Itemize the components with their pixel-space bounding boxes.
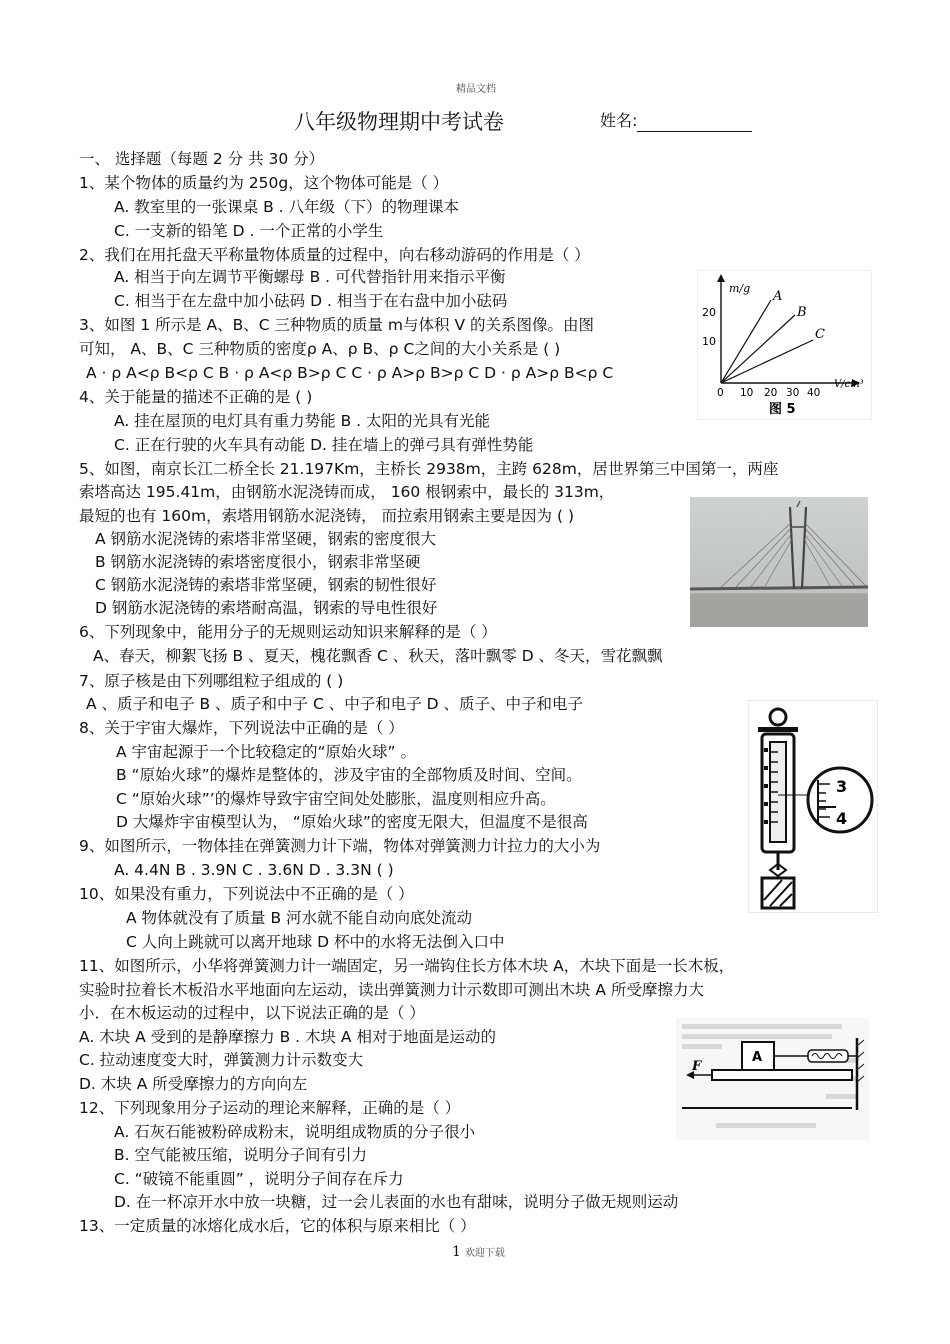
question-line: 11、如图所示，小华将弹簧测力计一端固定，另一端钩住长方体木块 A，木块下面是一长木板， bbox=[79, 957, 735, 975]
question-line: C 人向上跳就可以离开地球 D 杯中的水将无法倒入口中 bbox=[126, 933, 505, 951]
y-axis-label: m/g bbox=[729, 282, 751, 295]
question-line: 1、某个物体的质量约为 250g，这个物体可能是（ ） bbox=[79, 174, 449, 192]
question-line: 可知， A、B、C 三种物质的密度ρ A、ρ B、ρ C之间的大小关系是 ( ) bbox=[79, 340, 561, 358]
question-line: D 钢筋水泥浇铸的索塔耐高温，钢索的导电性很好 bbox=[95, 599, 438, 617]
question-line: 9、如图所示，一物体挂在弹簧测力计下端，物体对弹簧测力计拉力的大小为 bbox=[79, 837, 601, 855]
question-line: A. 挂在屋顶的电灯具有重力势能 B . 太阳的光具有光能 bbox=[114, 412, 491, 430]
page-number: 1 bbox=[452, 1244, 461, 1260]
question-line: 2、我们在用托盘天平称量物体质量的过程中，向右移动游码的作用是（ ） bbox=[79, 246, 590, 264]
question-line: C. “破镜不能重圆” ，说明分子间存在斥力 bbox=[114, 1170, 404, 1188]
question-line: C. 拉动速度变大时，弹簧测力计示数变大 bbox=[79, 1051, 364, 1069]
line-c-label: C bbox=[815, 327, 825, 342]
question-line: A 宇宙起源于一个比较稳定的“原始火球” 。 bbox=[116, 743, 417, 761]
question-line: C. 一支新的铅笔 D . 一个正常的小学生 bbox=[114, 222, 384, 240]
question-line: D. 木块 A 所受摩擦力的方向向左 bbox=[79, 1075, 308, 1093]
question-line: 小．在木板运动的过程中，以下说法正确的是（ ） bbox=[79, 1004, 425, 1022]
x-tick-30: 30 bbox=[786, 387, 800, 399]
force-label-f: F bbox=[692, 1059, 702, 1074]
question-line: C. 相当于在左盘中加小砝码 D . 相当于在右盘中加小砝码 bbox=[114, 292, 508, 310]
question-line: A 钢筋水泥浇铸的索塔非常坚硬，钢索的密度很大 bbox=[95, 530, 437, 548]
y-tick-20: 20 bbox=[702, 306, 716, 319]
section-heading: 一、 选择题（每题 2 分 共 30 分） bbox=[79, 150, 325, 168]
gauge-tick-3: 3 bbox=[836, 777, 848, 796]
x-tick-40: 40 bbox=[807, 387, 821, 399]
question-line: A、春天，柳絮飞扬 B 、夏天，槐花飘香 C 、秋天，落叶飘零 D 、冬天，雪花飘飘 bbox=[93, 647, 663, 665]
question-line: A · ρ A<ρ B<ρ C B · ρ A<ρ B>ρ C C · ρ A>ρ B>ρ C D · ρ A>ρ B<ρ C bbox=[86, 364, 614, 382]
x-tick-10: 10 bbox=[740, 387, 754, 399]
x-tick-0: 0 bbox=[717, 387, 724, 399]
question-line: 5、如图，南京长江二桥全长 21.197Km，主桥长 2938m，主跨 628m，居世界第三中国第一，两座 bbox=[79, 460, 779, 478]
page-footer bbox=[452, 1244, 505, 1260]
question-line: 7、原子核是由下列哪组粒子组成的 ( ) bbox=[79, 672, 344, 690]
question-line: C. 正在行驶的火车具有动能 D. 挂在墙上的弹弓具有弹性势能 bbox=[114, 436, 534, 454]
question-line: A 、质子和电子 B 、质子和中子 C 、中子和电子 D 、质子、中子和电子 bbox=[86, 695, 583, 713]
footer-text: 欢迎下载 bbox=[464, 1248, 505, 1259]
block-label-a: A bbox=[752, 1050, 763, 1065]
figure-caption: 图 5 bbox=[769, 402, 796, 417]
question-line: C 钢筋水泥浇铸的索塔非常坚硬，钢索的韧性很好 bbox=[95, 576, 437, 594]
question-line: 最短的也有 160m，索塔用钢筋水泥浇铸， 而拉索用钢索主要是因为 ( ) bbox=[79, 507, 574, 525]
question-line: A. 相当于向左调节平衡螺母 B . 可代替指针用来指示平衡 bbox=[114, 268, 506, 286]
x-tick-20: 20 bbox=[764, 387, 778, 399]
question-line: A 物体就没有了质量 B 河水就不能自动向底处流动 bbox=[126, 909, 473, 927]
name-label: 姓名: bbox=[600, 111, 638, 130]
mass-volume-graph bbox=[697, 270, 872, 420]
question-line: B “原始火球”的爆炸是整体的，涉及宇宙的全部物质及时间、空间。 bbox=[116, 766, 582, 784]
question-line: 6、下列现象中，能用分子的无规则运动知识来解释的是（ ） bbox=[79, 623, 497, 641]
question-line: C “原始火球”’的爆炸导致宇宙空间处处膨胀，温度则相应升高。 bbox=[116, 790, 556, 808]
y-tick-10: 10 bbox=[702, 335, 716, 348]
question-line: D. 在一杯凉开水中放一块糖，过一会儿表面的水也有甜味，说明分子做无规则运动 bbox=[114, 1193, 679, 1211]
question-line: 10、如果没有重力，下列说法中不正确的是（ ） bbox=[79, 885, 414, 903]
question-line: A. 木块 A 受到的是静摩擦力 B . 木块 A 相对于地面是运动的 bbox=[79, 1028, 496, 1046]
page-header: 精品文档 bbox=[456, 84, 496, 95]
question-line: 4、关于能量的描述不正确的是 ( ) bbox=[79, 388, 313, 406]
question-line: A. 4.4N B . 3.9N C . 3.6N D . 3.3N ( ) bbox=[114, 861, 394, 879]
question-line: 8、关于宇宙大爆炸，下列说法中正确的是（ ） bbox=[79, 719, 404, 737]
spring-scale-figure bbox=[748, 700, 878, 913]
name-field bbox=[600, 110, 752, 132]
question-line: B 钢筋水泥浇铸的索塔密度很小，钢索非常坚硬 bbox=[95, 553, 421, 571]
question-line: 索塔高达 195.41m，由钢筋水泥浇铸而成， 160 根钢索中，最长的 313m， bbox=[79, 483, 615, 501]
line-a-label: A bbox=[773, 289, 783, 304]
page-title: 八年级物理期中考试卷 bbox=[294, 110, 504, 134]
gauge-tick-4: 4 bbox=[836, 809, 848, 828]
question-line: 13、一定质量的冰熔化成水后，它的体积与原来相比（ ） bbox=[79, 1217, 476, 1235]
friction-experiment-figure bbox=[676, 1018, 869, 1140]
question-line: 实验时拉着长木板沿水平地面向左运动，读出弹簧测力计示数即可测出木块 A 所受摩擦力大 bbox=[79, 981, 704, 999]
question-line: 12、下列现象用分子运动的理论来解释，正确的是（ ） bbox=[79, 1099, 461, 1117]
question-line: B. 空气能被压缩，说明分子间有引力 bbox=[114, 1146, 367, 1164]
question-line: 3、如图 1 所示是 A、B、C 三种物质的质量 m与体积 V 的关系图像。由图 bbox=[79, 316, 594, 334]
line-b-label: B bbox=[797, 305, 807, 320]
question-line: D 大爆炸宇宙模型认为， “原始火球”的密度无限大，但温度不是很高 bbox=[116, 813, 588, 831]
bridge-photo bbox=[690, 497, 868, 627]
x-axis-label: V/cm³ bbox=[834, 379, 864, 390]
name-blank[interactable] bbox=[637, 113, 752, 132]
question-line: A. 石灰石能被粉碎成粉末，说明组成物质的分子很小 bbox=[114, 1123, 476, 1141]
question-line: A. 教室里的一张课桌 B . 八年级（下）的物理课本 bbox=[114, 198, 460, 216]
